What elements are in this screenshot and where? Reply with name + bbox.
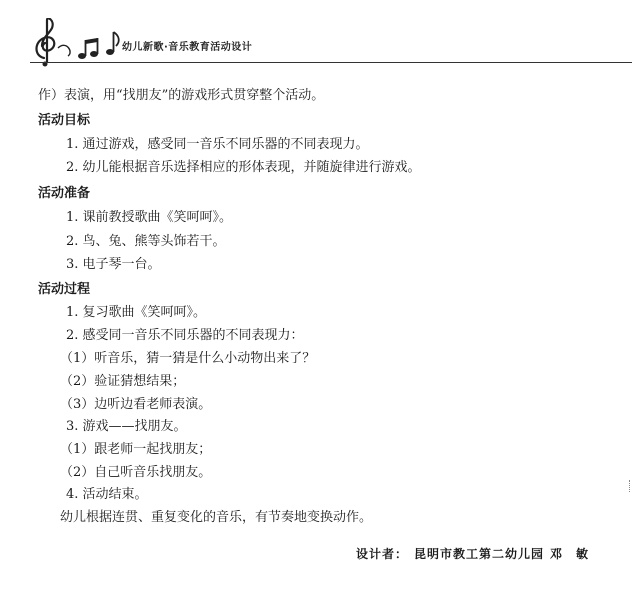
list-item: 2. 感受同一音乐不同乐器的不同表现力： [66, 328, 304, 343]
list-item: 4. 活动结束。 [66, 487, 148, 502]
closing-paragraph: 幼儿根据连贯、重复变化的音乐，有节奏地变换动作。 [60, 510, 373, 525]
list-item: 1. 复习歌曲《笑呵呵》。 [66, 305, 207, 320]
credit-name: 邓 敏 [550, 547, 590, 561]
header-title: 幼儿新歌·音乐教育活动设计 [122, 42, 253, 53]
list-item: 2. 幼儿能根据音乐选择相应的形体表现，并随旋律进行游戏。 [66, 160, 421, 175]
scan-margin-mark [629, 480, 634, 492]
list-item: 2. 鸟、兔、熊等头饰若干。 [66, 234, 226, 249]
list-item: （1）听音乐，猜一猜是什么小动物出来了？ [60, 351, 316, 366]
list-item: 1. 课前教授歌曲《笑呵呵》。 [66, 210, 233, 225]
credit-label: 设计者： [356, 547, 409, 561]
credit-organization: 昆明市教工第二幼儿园 [414, 547, 545, 561]
section-heading-preparation: 活动准备 [38, 186, 91, 201]
section-heading-process: 活动过程 [38, 282, 91, 297]
designer-credit [356, 545, 595, 562]
section-heading-goals: 活动目标 [38, 113, 91, 128]
intro-paragraph: 作）表演，用“找朋友”的游戏形式贯穿整个活动。 [38, 88, 325, 103]
list-item: 1. 通过游戏，感受同一音乐不同乐器的不同表现力。 [66, 137, 369, 152]
list-item: 3. 电子琴一台。 [66, 257, 161, 272]
list-item: （1）跟老师一起找朋友； [60, 442, 212, 457]
page-header [30, 18, 630, 74]
list-item: 3. 游戏——找朋友。 [66, 419, 187, 434]
list-item: （2）自己听音乐找朋友。 [60, 465, 212, 480]
header-divider [30, 62, 632, 63]
list-item: （2）验证猜想结果； [60, 374, 186, 389]
list-item: （3）边听边看老师表演。 [60, 397, 212, 412]
